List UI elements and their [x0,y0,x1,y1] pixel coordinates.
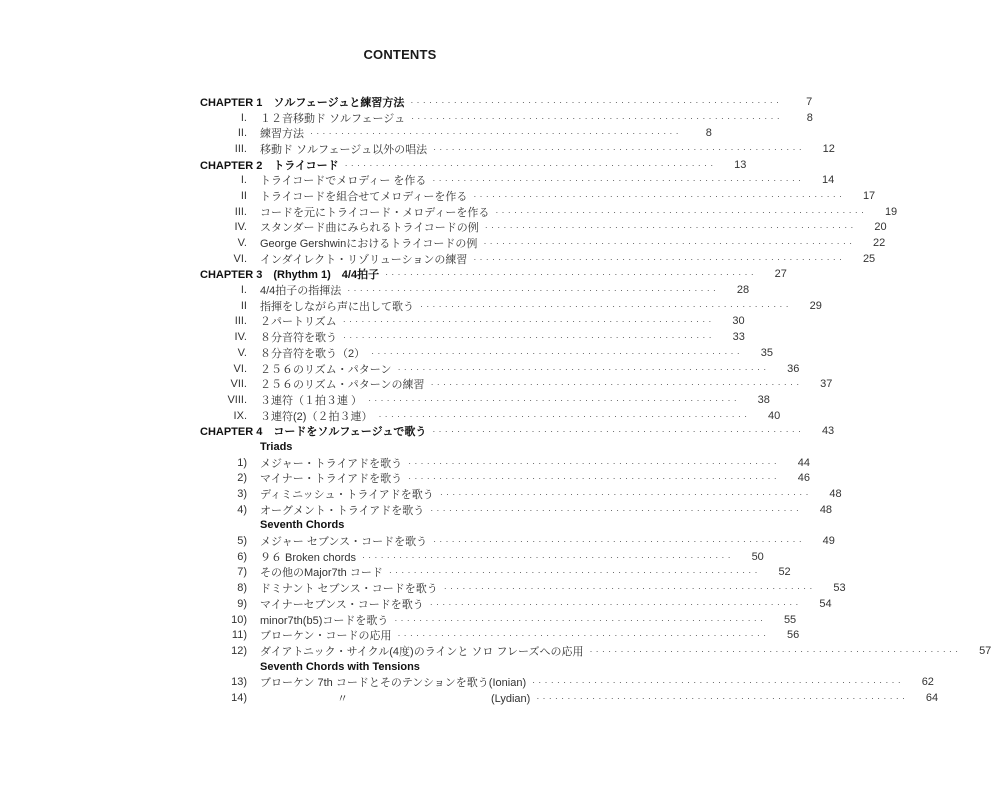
dot-leader: ···························································· [342,316,715,327]
toc-entry-row[interactable] [200,361,800,377]
toc-entry-row[interactable] [200,690,939,706]
entry-title: メジャー セブンス・コードを歌う [260,536,428,549]
entry-title: ８分音符を歌う [260,332,337,345]
toc-entry-row[interactable] [200,486,842,502]
dot-leader: ···························································· [388,567,761,578]
entry-title: ２５６のリズム・パターン [260,363,392,376]
entry-title: ８分音符を歌う（2） [260,347,366,360]
toc-entry-row[interactable] [200,376,833,392]
page-number: 12 [822,142,835,155]
entry-number: 10) [231,613,247,626]
page-number: 29 [809,299,822,312]
entry-title: CHAPTER 2 トライコード [200,159,339,172]
toc-entry-row[interactable] [200,455,810,471]
entry-number: 7) [237,566,247,579]
page-number: 14 [821,174,835,187]
page-number: 19 [884,205,898,218]
entry-number: III. [234,142,247,155]
toc-entry-row[interactable] [200,172,835,188]
entry-title: Seventh Chords [260,519,345,532]
toc-entry-row[interactable] [200,188,876,204]
page-number: 17 [862,189,876,202]
page-number: 50 [751,550,764,563]
dot-leader: ···························································· [343,332,715,343]
entry-number: II. [237,127,247,140]
toc-entry-row[interactable] [200,502,833,518]
page-number: 36 [787,362,800,375]
entry-title: ダイアトニック・サイクル(4度)のラインと ソロ フレーズへの応用 [260,645,584,658]
toc-entry-row[interactable] [200,345,773,361]
toc-entry-row[interactable] [200,674,934,690]
entry-number: 1) [237,456,247,469]
entry-number: 2) [237,472,247,485]
page-number: 13 [734,158,747,171]
entry-title: Triads [260,440,293,453]
toc-entry-row[interactable] [200,125,712,141]
entry-number: 12) [231,644,247,657]
entry-title: メジャー・トライアドを歌う [260,457,403,470]
toc-entry-row[interactable] [200,314,745,330]
dot-leader: ···························································· [411,112,783,123]
entry-title: Seventh Chords with Tensions [260,660,420,673]
toc-entry-row[interactable] [200,533,835,549]
page-number: 40 [768,409,781,422]
dot-leader: ···························································· [430,379,803,390]
dot-leader: ···························································· [589,645,962,656]
entry-title: ブローケン 7th コードとそのテンションを歌う(Ionian) [260,677,527,690]
dot-leader: ···························································· [429,598,802,609]
page-number: 30 [732,315,745,328]
dot-leader: ···························································· [368,394,740,405]
entry-title: マイナーセブンス・コードを歌う [260,598,424,611]
entry-number: VI. [233,362,247,375]
toc-chapter-row[interactable] [200,267,787,283]
entry-title: コードを元にトライコード・メロディーを作る [260,206,490,219]
toc-entry-row[interactable] [200,580,846,596]
toc-entry-row[interactable] [200,565,791,581]
page-number: 55 [783,613,797,626]
entry-title: ２５６のリズム・パターンの練習 [260,379,425,392]
entry-number: VI. [233,252,247,265]
page-number: 62 [921,676,934,689]
dot-leader: ···························································· [443,583,816,594]
dot-leader: ···························································· [397,630,770,641]
page-number: 48 [829,488,842,501]
dot-leader: ···························································· [495,206,868,217]
entry-number: II [240,189,247,202]
entry-number: 14) [231,691,247,704]
dot-leader: ···························································· [347,285,720,296]
toc-entry-row[interactable] [200,298,822,314]
dot-leader: ···························································· [536,692,909,703]
toc-chapter-row[interactable] [200,423,835,439]
entry-number: 8) [237,582,247,595]
entry-number: II [240,299,247,312]
entry-title: minor7th(b5)コードを歌う [260,614,389,627]
entry-number: I. [240,174,247,187]
toc-entry-row[interactable] [200,408,781,424]
page-number: 28 [736,284,750,297]
toc-entry-row[interactable] [200,596,832,612]
table-of-contents [200,94,991,706]
dot-leader: ···························································· [433,143,805,154]
entry-number: IV. [234,221,247,234]
toc-entry-row[interactable] [200,251,876,267]
toc-entry-row[interactable] [200,329,745,345]
entry-title: 指揮をしながら声に出して歌う [260,300,414,313]
page-number: 35 [760,346,773,359]
page-number: 56 [787,629,800,642]
toc-entry-row[interactable] [200,110,813,126]
entry-title: オーグメント・トライアドを歌う [260,504,425,517]
entry-number: III. [234,205,247,218]
entry-title: マイナー・トライアドを歌う [260,473,403,486]
entry-title: CHAPTER 4 コードをソルフェージュで歌う [200,426,427,439]
entry-title: ２パートリズム [260,316,337,329]
page-number: 37 [820,378,833,391]
entry-number: IV. [234,331,247,344]
entry-title: スタンダード曲にみられるトライコードの例 [260,222,479,235]
dot-leader: ···························································· [410,96,783,107]
entry-number: VIII. [227,393,247,406]
dot-leader: ···························································· [408,457,780,468]
entry-title: 練習方法 [260,128,304,141]
page-number: 64 [925,691,939,704]
page-number: 25 [862,252,876,265]
dot-leader: ···························································· [310,128,682,139]
toc-entry-row[interactable] [200,471,810,487]
entry-number: 6) [237,550,247,563]
contents-title: CONTENTS [363,47,437,62]
entry-number: V. [237,237,247,250]
page-number: 20 [874,221,887,234]
entry-title: １２音移動ド ソルフェージュ [260,112,406,125]
entry-number: I. [240,284,247,297]
entry-title: George Gershwinにおけるトライコードの例 [260,238,478,251]
page-number: 53 [833,582,846,595]
entry-title: 〃 (Lydian) [260,692,531,705]
dot-leader: ···························································· [430,504,803,515]
page-number: 54 [819,597,832,610]
dot-leader: ···························································· [532,677,904,688]
entry-title: ９６ Broken chords [260,551,356,564]
dot-leader: ···························································· [344,159,717,170]
entry-title: インダイレクト・リゾリューションの練習 [260,253,468,266]
toc-chapter-row[interactable] [200,94,813,110]
dot-leader: ···························································· [394,614,767,625]
toc-entry-row[interactable] [200,612,797,628]
entry-number: 11) [231,629,247,642]
entry-title: ３連符(2)（２拍３連） [260,410,373,423]
dot-leader: ···························································· [371,347,743,358]
entry-number: 5) [237,535,247,548]
entry-number: IX. [233,409,247,422]
page-number: 22 [873,237,886,250]
entry-number: 13) [231,676,247,689]
dot-leader: ···························································· [361,551,734,562]
entry-title: CHAPTER 3 (Rhythm 1) 4/4拍子 [200,269,380,282]
entry-title: ３連符（１拍３連 ） [260,394,363,407]
page-number: 43 [821,425,835,438]
page-number: 8 [705,127,712,140]
toc-entry-row[interactable] [200,204,898,220]
toc-entry-row[interactable] [200,549,764,565]
entry-number: VII. [230,378,247,391]
dot-leader: ···························································· [420,300,792,311]
toc-entry-row[interactable] [200,627,800,643]
toc-section-heading [200,518,592,534]
toc-entry-row[interactable] [200,282,750,298]
page-number: 49 [822,535,835,548]
entry-title: ドミナント セブンス・コードを歌う [260,583,438,596]
toc-section-heading [200,659,592,675]
dot-leader: ···························································· [484,222,857,233]
toc-chapter-row[interactable] [200,157,747,173]
dot-leader: ···························································· [473,190,846,201]
dot-leader: ···························································· [432,175,805,186]
page-number: 38 [757,393,770,406]
entry-number: I. [240,111,247,124]
page-number: 8 [806,111,813,124]
dot-leader: ···························································· [397,363,770,374]
page-number: 52 [778,566,791,579]
toc-entry-row[interactable] [200,643,991,659]
entry-title: トライコードを組合せてメロディーを作る [260,190,468,203]
page-number: 33 [732,331,745,344]
entry-title: トライコードでメロディー を作る [260,175,427,188]
dot-leader: ···························································· [473,253,846,264]
entry-title: ディミニッシュ・トライアドを歌う [260,489,434,502]
entry-number: III. [234,315,247,328]
entry-title: 移動ド ソルフェージュ以外の唱法 [260,143,428,156]
page-number: 44 [797,456,810,469]
dot-leader: ···························································· [483,238,856,249]
toc-entry-row[interactable] [200,235,886,251]
dot-leader: ···························································· [433,536,805,547]
entry-title: CHAPTER 1 ソルフェージュと練習方法 [200,96,405,109]
toc-entry-row[interactable] [200,392,770,408]
entry-number: V. [237,346,247,359]
toc-entry-row[interactable] [200,141,835,157]
page-number: 46 [797,472,810,485]
entry-title: その他のMajor7th コード [260,567,383,580]
page-number: 27 [774,268,787,281]
dot-leader: ···························································· [408,473,780,484]
entry-number: 9) [237,597,247,610]
dot-leader: ···························································· [385,269,757,280]
entry-title: ブローケン・コードの応用 [260,630,392,643]
toc-section-heading [200,439,592,455]
entry-title: 4/4拍子の指揮法 [260,285,342,298]
dot-leader: ···························································· [378,410,751,421]
entry-number: 4) [237,503,247,516]
page-number: 48 [819,503,833,516]
entry-number: 3) [237,488,247,501]
page-number: 57 [979,644,991,657]
dot-leader: ···························································· [439,489,812,500]
dot-leader: ···························································· [432,426,805,437]
toc-entry-row[interactable] [200,220,887,236]
page-number: 7 [806,95,813,108]
